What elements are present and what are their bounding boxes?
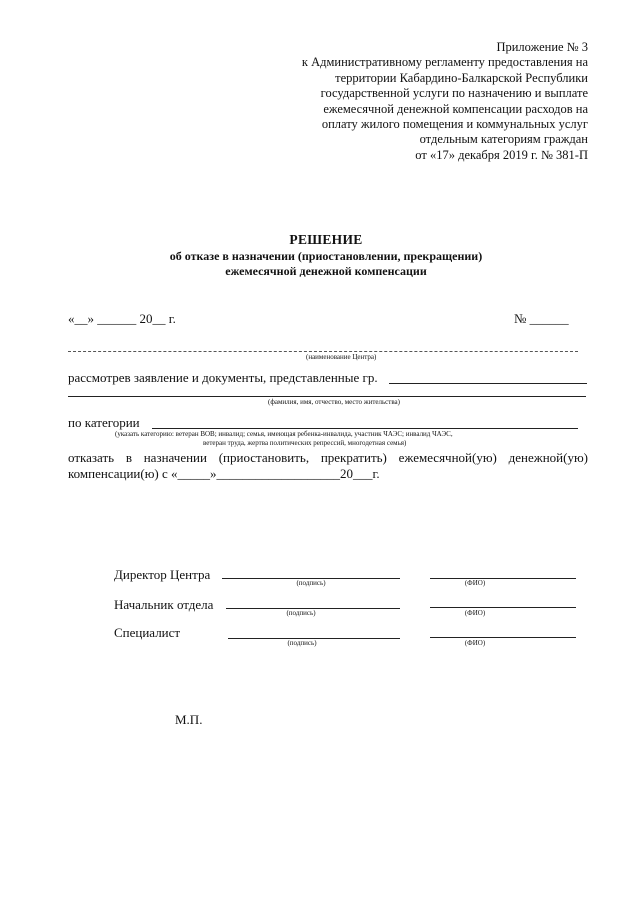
appendix-line: оплату жилого помещения и коммунальных услуг (321, 117, 588, 132)
appendix-header (228, 40, 588, 163)
appendix-line: Приложение № 3 (496, 40, 588, 54)
appendix-line: территории Кабардино-Балкарской Республики (335, 70, 588, 85)
specialist-name-line (430, 637, 576, 638)
category-caption-2: ветеран труда, жертва политических репрессий, многодетная семья) (203, 439, 407, 447)
decision-number-field: № ______ (514, 311, 569, 326)
applicant-line (389, 383, 587, 384)
head-label: Начальник отдела (114, 597, 214, 612)
appendix-line: к Административному регламенту предоставления на (301, 55, 588, 70)
person-caption: (фамилия, имя, отчество, место жительства) (268, 398, 400, 406)
director-label: Директор Центра (114, 567, 211, 582)
appendix-line: государственной услуги по назначению и выплате (320, 86, 588, 101)
category-line (152, 428, 578, 429)
subtitle-line-2: ежемесячной денежной компенсации (225, 263, 427, 278)
subtitle-line-1: об отказе в назначении (приостановлении, прекращении) (169, 249, 483, 263)
head-sign-caption: (подпись) (286, 609, 316, 617)
specialist-label: Специалист (114, 625, 181, 640)
refuse-text-line-2: компенсации(ю) с «_____»___________________20___г. (68, 466, 380, 481)
director-name-caption: (ФИО) (464, 579, 486, 587)
center-name-caption: (наименование Центра) (306, 353, 377, 361)
refuse-text-line-1: отказать в назначении (приостановить, прекратить) ежемесячной(ую) денежной(ую) (68, 450, 588, 465)
appendix-line: ежемесячной денежной компенсации расходов на (323, 101, 588, 116)
seal-place: М.П. (175, 712, 203, 727)
reviewed-text: рассмотрев заявление и документы, представленные гр. (68, 370, 378, 385)
specialist-name-caption: (ФИО) (464, 639, 486, 647)
specialist-sign-caption: (подпись) (287, 639, 317, 647)
category-label: по категории (68, 415, 140, 430)
applicant-line-2 (68, 396, 586, 397)
appendix-line: от «17» декабря 2019 г. № 381-П (415, 147, 588, 162)
appendix-line: отдельным категориям граждан (419, 132, 588, 147)
center-name-line (68, 351, 578, 352)
head-name-line (430, 607, 576, 608)
document-subtitle (0, 249, 640, 278)
category-caption-1: (указать категорию: ветеран ВОВ; инвалид; семья, имеющая ребенка-инвалида, участник ЧАЭС; инвалид ЧАЭС, (115, 430, 453, 438)
date-field: «__» ______ 20__ г. (68, 311, 176, 326)
document-title: РЕШЕНИЕ (289, 232, 363, 247)
director-sign-caption: (подпись) (296, 579, 326, 587)
head-name-caption: (ФИО) (464, 609, 486, 617)
